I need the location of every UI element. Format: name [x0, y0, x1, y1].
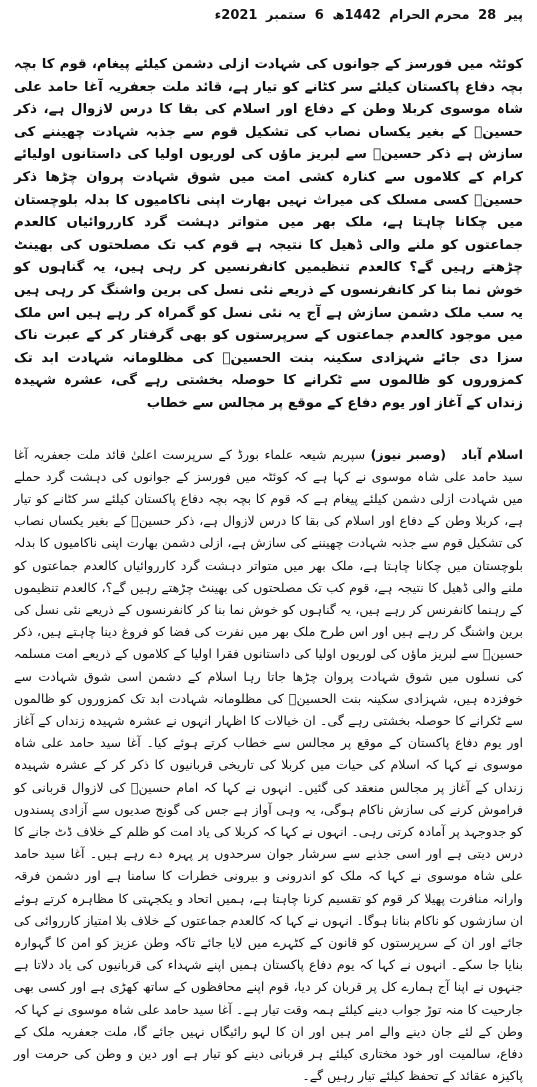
dateline: [14, 6, 523, 28]
byline-agency: (وصبر نیوز): [371, 447, 446, 462]
dateline-day: پیر: [505, 8, 523, 23]
article-body: [14, 444, 523, 1087]
headline-block: [14, 54, 523, 422]
dateline-gregorian-month: ستمبر: [266, 8, 306, 23]
byline-city: اسلام آباد: [461, 447, 523, 462]
article-text: سپریم شیعہ علماء بورڈ کے سرپرست اعلیٰ قائد ملت جعفریہ آغا سید حامد علی شاہ موسوی نے کہا ہے کہ کوئٹہ میں فورسز کے جوانوں کی دہشت گرد حملے میں شہادت ازلی دشمن کیلئے پیغام ہے کہ قوم کا بچہ بچہ دفاع پاکستان کیلئے سر کٹانے کو تیار ہے، کربلا وطن کے دفاع اور اسلام کی بقا کا درس لازوال ہے، ذکر حسینؑ کے بغیر یکساں نصاب کی تشکیل قوم سے جذبہ شہادت چھیننے کی سازش ہے، ازلی دشمن بھارت اپنی ناکامیوں کا بدلہ بلوچستان میں چکانا چاہتا ہے، ملک بھر میں متواتر دہشت گرد کارروائیاں کالعدم جماعتوں کو ملنے والی ڈھیل کا نتیجہ ہے، قوم کب تک مصلحتوں کی بھینٹ چڑھتے رہیں گے؟، کالعدم تنظیموں کے رہنما کانفرنس کر رہے ہیں، یہ گناہوں کو خوش نما بنا کر کانفرنسوں کے ذریعے نئی نسل کی برین واشنگ کر رہے ہیں اور اس طرح ملک بھر میں نفرت کی فضا کو فروغ دینا چاہتے ہیں، ذکر حسینؑ سے لبریز ماؤں کی لوریوں اولیا کی داستانوں فقرا اولیا کے کلاموں کے ذریعے امت مسلمہ کی نسلوں میں شوق شہادت پروان چڑھا جاتا رہا اسلام کے دشمن اسی شوق شہادت سے خوفزدہ ہیں، شہزادی سکینہ بنت الحسینؑ کی مظلومانہ شہادت ابد تک کمزوروں کو ظالموں سے ٹکرانے کا حوصلہ بخشتی رہے گی۔ ان خیالات کا اظہار انہوں نے عشرہ شہیدہ زنداں کے آغاز اور یوم دفاع پاکستان کے موقع پر مجالس سے خطاب کرتے ہوئے کیا۔ آغا سید حامد علی شاہ موسوی نے کہا کہ اسلام کی حیات میں کربلا کی تاریخی قربانیوں کا ذکر کر کے عشرہ شہیدہ زنداں کے آغاز پر مجالس منعقد کی گئیں۔ انہوں نے کہا کہ امام حسینؑ کی لازوال قربانی کو فراموش کرنے کی سازش ناکام ہوگی، یہ وہی آواز ہے جس کی گونج صدیوں سے آزادی پسندوں کو جدوجہد پر آمادہ کرتی رہی۔ انہوں نے کہا کہ کربلا کی یاد امت کو ظلم کے خلاف ڈٹ جانے کا درس دیتی ہے اور اسی جذبے سے سرشار جوان سرحدوں پر پہرہ دے رہے ہیں۔ آغا سید حامد علی شاہ موسوی نے کہا کہ ملک کو اندرونی و بیرونی خطرات کا سامنا ہے اور دشمن فرقہ وارانہ منافرت پھیلا کر قوم کو تقسیم کرنا چاہتا ہے، ہمیں اتحاد و یکجہتی کا مظاہرہ کرتے ہوئے ان سازشوں کو ناکام بنانا ہوگا۔ انہوں نے کہا کہ کالعدم جماعتوں کے خلاف بلا امتیاز کارروائی کی جائے اور ان کے سرپرستوں کو قانون کے کٹہرے میں لایا جائے تاکہ وطن عزیز کو امن کا گہوارہ بنایا جا سکے۔ انہوں نے کہا کہ یوم دفاع پاکستان ہمیں اپنے شہداء کی قربانیوں کی یاد دلاتا ہے جنہوں نے اپنا آج ہمارے کل پر قربان کر دیا، قوم اپنے محافظوں کے ساتھ کھڑی ہے اور کسی بھی جارحیت کا منہ توڑ جواب دینے کیلئے ہمہ وقت تیار ہے۔ آغا سید حامد علی شاہ موسوی نے کہا کہ وطن کے لئے جان دینے والے امر ہیں اور ان کا لہو رائیگاں نہیں جائے گا، ملت جعفریہ ملک کے دفاع، سالمیت اور خود مختاری کیلئے ہر قربانی دینے کو تیار ہے اور دین و وطن کی حرمت اور پاکیزہ عقائد کے تحفظ کیلئے تیار رہیں گے۔: [14, 447, 523, 1084]
dateline-islamic-day: 28: [478, 8, 496, 23]
headline-text: کوئٹہ میں فورسز کے جوانوں کی شہادت ازلی دشمن کیلئے پیغام، قوم کا بچہ بچہ دفاع پاکستان کیلئے سر کٹانے کو تیار ہے، قائد ملت جعفریہ آغا حامد علی شاہ موسوی کربلا وطن کے دفاع اور اسلام کی بقا کا درس لازوال ہے، ذکر حسینؑ کے بغیر یکساں نصاب کی تشکیل قوم سے جذبہ شہادت چھیننے کی سازش ہے ذکر حسینؑ سے لبریز ماؤں کی لوریوں اولیا کی داستانوں اولیائے کرام کے کلاموں سے کنارہ کشی امت میں شوق شہادت پروان چڑھا ذکر حسینؑ کسی مسلک کی میراث نہیں بھارت اپنی ناکامیوں کا بدلہ بلوچستان میں چکانا چاہتا ہے، ملک بھر میں متواتر دہشت گرد کارروائیاں کالعدم جماعتوں کو ملنے والی ڈھیل کا نتیجہ ہے قوم کب تک مصلحتوں کی بھینٹ چڑھتے رہیں گے؟ کالعدم تنظیمیں کانفرنسیں کر رہی ہیں، یہ گناہوں کو خوش نما بنا کر کانفرنسوں کے ذریعے نئی نسل کی برین واشنگ کر رہی ہیں یہ سب ملک دشمن سازش ہے آج یہ نئی نسل کو گمراہ کر رہے ہیں اس ملک میں موجود کالعدم جماعتوں کے سرپرستوں کو بھی گرفتار کر کے عبرت ناک سزا دی جائے شہزادی سکینہ بنت الحسینؑ کی مظلومانہ شہادت ابد تک کمزوروں کو ظالموں سے ٹکرانے کا حوصلہ بخشتی رہے گی، عشرہ شہیدہ زنداں کے آغاز اور یوم دفاع کے موقع پر مجالس سے خطاب: [14, 54, 523, 416]
dateline-islamic-year: 1442ھ: [332, 8, 380, 23]
dateline-gregorian-year: 2021ء: [215, 8, 258, 23]
dateline-gregorian-day: 6: [315, 8, 324, 23]
article-paragraph: [14, 444, 523, 1087]
dateline-islamic-month: محرم الحرام: [389, 8, 469, 23]
